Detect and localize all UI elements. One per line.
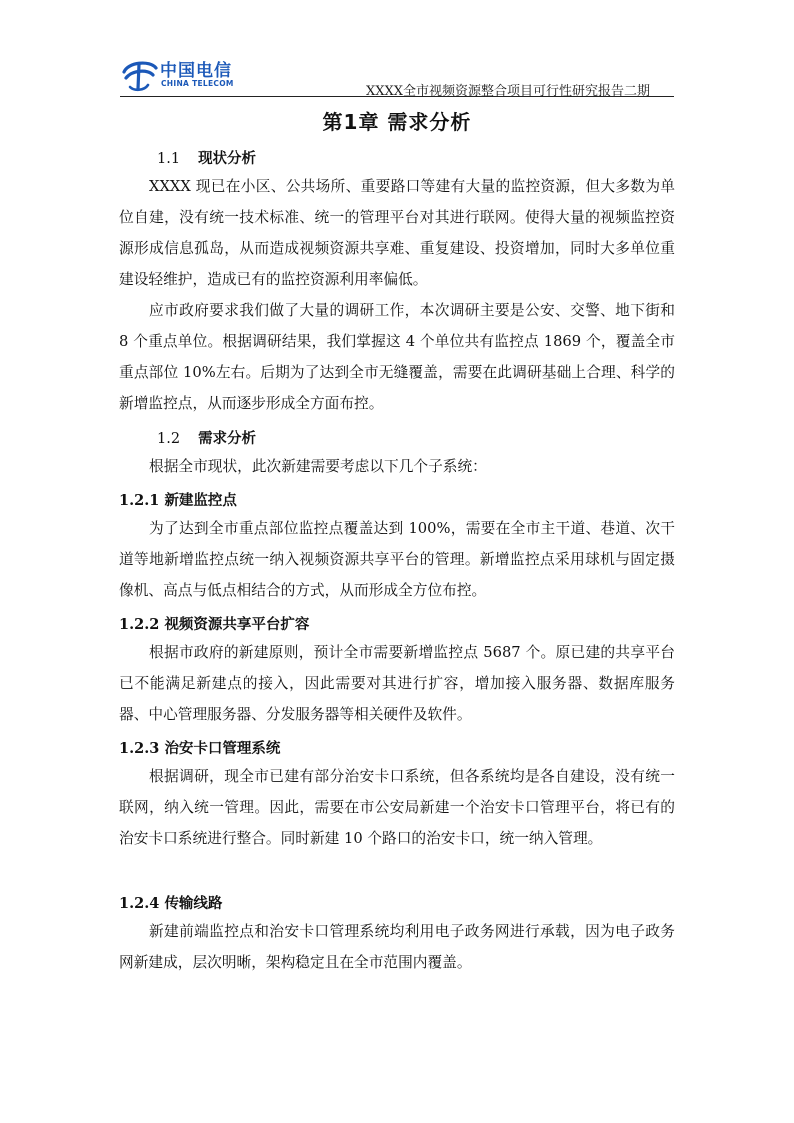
paragraph: XXXX 现已在小区、公共场所、重要路口等建有大量的监控资源，但大多数为单位自建，没有统一技术标准、统一的管理平台对其进行联网。使得大量的视频监控资源形成信息孤岛，从而造成视频资源共享难、重复建设、投资增加，同时大多单位重建设轻维护，造成已有的监控资源利用率偏低。 (119, 178, 675, 288)
paragraph: 根据全市现状，此次新建需要考虑以下几个子系统： (149, 458, 487, 475)
china-telecom-logo (120, 54, 250, 94)
subsection-title: 传输线路 (164, 896, 223, 912)
chapter-title: 第1章 需求分析 (322, 110, 472, 134)
subsection-number: 1.2.1 (119, 492, 160, 509)
subsection-title: 视频资源共享平台扩容 (164, 617, 310, 633)
section-number: 1.1 (157, 151, 181, 167)
paragraph: 根据市政府的新建原则，预计全市需要新增监控点 5687 个。原已建的共享平台已不能满足新建点的接入，因此需要对其进行扩容，增加接入服务器、数据库服务器、中心管理服务器、分发服务器等相关硬件及软件。 (119, 644, 675, 723)
subsection-heading-1-2-1 (119, 489, 237, 510)
logo-english-text: CHINA TELECOM (161, 79, 234, 88)
section-heading-1-2 (157, 427, 256, 448)
running-header-title: XXXX全市视频资源整合项目可行性研究报告二期 (365, 84, 650, 99)
paragraph: 应市政府要求我们做了大量的调研工作，本次调研主要是公安、交警、地下街和 8 个重点单位。根据调研结果，我们掌握这 4 个单位共有监控点 1869 个，覆盖全市重点部位 10%左右。后期为了达到全市无缝覆盖，需要在此调研基础上合理、科学的新增监控点，从而逐步形成全方面布控。 (119, 302, 675, 412)
subsection-number: 1.2.4 (119, 895, 160, 912)
header-divider (120, 96, 674, 97)
paragraph: 新建前端监控点和治安卡口管理系统均利用电子政务网进行承载，因为电子政务网新建成，层次明晰，架构稳定且在全市范围内覆盖。 (119, 923, 675, 971)
logo-chinese-text: 中国电信 (160, 61, 232, 81)
subsection-heading-1-2-4 (119, 892, 222, 913)
subsection-heading-1-2-2 (119, 613, 309, 634)
subsection-heading-1-2-3 (119, 737, 280, 758)
subsection-number: 1.2.3 (119, 740, 160, 757)
section-title: 需求分析 (198, 431, 257, 447)
china-telecom-logo-icon (120, 56, 160, 92)
subsection-number: 1.2.2 (119, 616, 160, 633)
subsection-title: 治安卡口管理系统 (164, 741, 281, 757)
paragraph: 为了达到全市重点部位监控点覆盖达到 100%，需要在全市主干道、巷道、次干道等地新增监控点统一纳入视频资源共享平台的管理。新增监控点采用球机与固定摄像机、高点与低点相结合的方式，从而形成全方位布控。 (119, 520, 675, 599)
section-heading-1-1 (157, 147, 256, 168)
subsection-title: 新建监控点 (164, 493, 237, 509)
section-title: 现状分析 (198, 151, 257, 167)
paragraph: 根据调研，现全市已建有部分治安卡口系统，但各系统均是各自建设，没有统一联网，纳入统一管理。因此，需要在市公安局新建一个治安卡口管理平台，将已有的治安卡口系统进行整合。同时新建 10 个路口的治安卡口，统一纳入管理。 (119, 768, 675, 847)
section-number: 1.2 (157, 431, 181, 447)
